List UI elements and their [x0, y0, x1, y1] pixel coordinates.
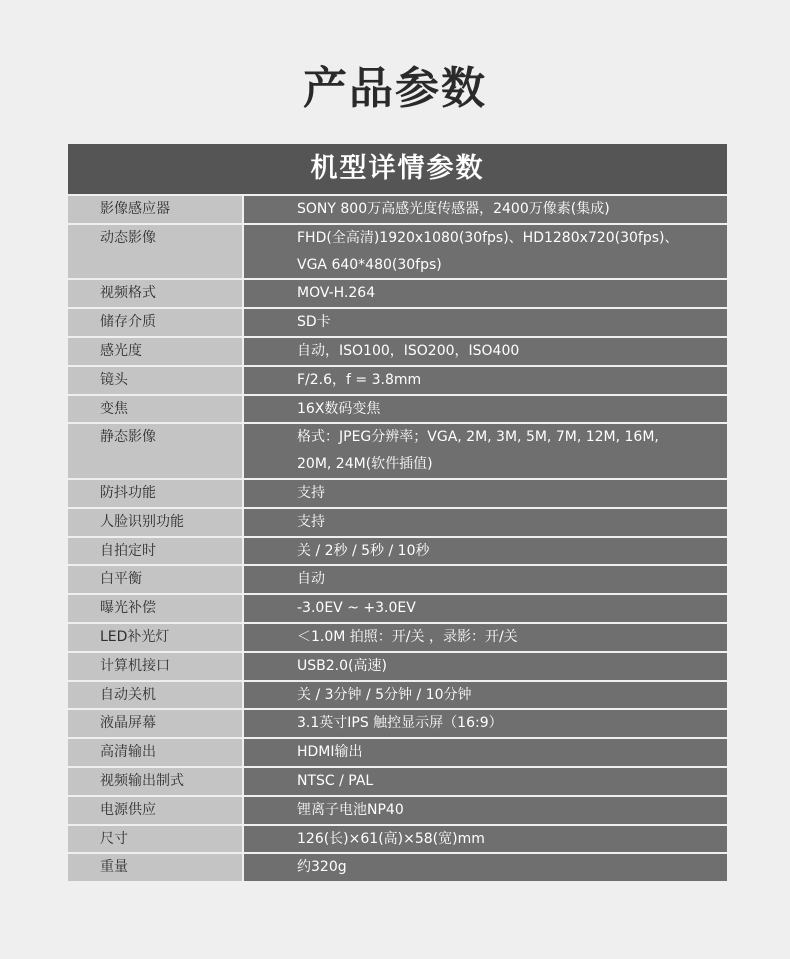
- spec-value-line: 锂离子电池NP40: [297, 801, 404, 818]
- spec-label-text: 自拍定时: [100, 542, 156, 559]
- spec-value-line: 16X数码变焦: [297, 400, 381, 417]
- spec-row: [68, 854, 727, 881]
- spec-value-line: MOV-H.264: [297, 285, 376, 302]
- spec-value-line: 自动，ISO100，ISO200，ISO400: [297, 342, 520, 359]
- spec-label-text: 感光度: [100, 342, 142, 359]
- spec-label-text: 高清输出: [100, 744, 156, 761]
- spec-label-text: LED补光灯: [100, 628, 170, 645]
- spec-label: [68, 480, 242, 507]
- spec-row: [68, 367, 727, 394]
- spec-rows: [68, 196, 727, 881]
- spec-label: [68, 595, 242, 622]
- spec-label: [68, 338, 242, 365]
- spec-label: [68, 710, 242, 737]
- spec-label-text: 电源供应: [100, 801, 156, 818]
- spec-label-text: 尺寸: [100, 830, 128, 847]
- spec-value: [244, 624, 727, 651]
- spec-value: [244, 826, 727, 853]
- spec-value-line: SONY 800万高感光度传感器，2400万像素(集成): [297, 201, 610, 217]
- spec-label-text: 人脸识别功能: [100, 513, 184, 530]
- spec-row: [68, 538, 727, 565]
- table-header: 机型详情参数: [68, 144, 727, 194]
- spec-label-text: 自动关机: [100, 686, 156, 703]
- spec-value-line: 支持: [297, 484, 325, 501]
- spec-value: [244, 338, 727, 365]
- spec-value-line: SD卡: [297, 314, 331, 331]
- spec-value: [244, 682, 727, 709]
- spec-label: [68, 509, 242, 536]
- spec-row: [68, 509, 727, 536]
- spec-value: [244, 396, 727, 423]
- spec-label: [68, 682, 242, 709]
- spec-value: [244, 225, 727, 279]
- spec-row: [68, 309, 727, 336]
- spec-label: [68, 424, 242, 478]
- spec-value: [244, 196, 727, 223]
- spec-row: [68, 338, 727, 365]
- spec-value: [244, 309, 727, 336]
- spec-label: [68, 309, 242, 336]
- spec-value: [244, 424, 727, 478]
- spec-value-line: USB2.0(高速): [297, 657, 387, 674]
- spec-row: [68, 196, 727, 223]
- spec-value-line: -3.0EV ~ +3.0EV: [297, 600, 416, 617]
- spec-value: [244, 653, 727, 680]
- spec-value-line: 关 / 3分钟 / 5分钟 / 10分钟: [297, 686, 472, 703]
- spec-value: [244, 768, 727, 795]
- spec-label-text: 变焦: [100, 400, 128, 417]
- spec-label-text: 视频格式: [100, 285, 156, 302]
- spec-value: [244, 854, 727, 881]
- spec-label-text: 计算机接口: [100, 657, 170, 674]
- spec-value-line: NTSC / PAL: [297, 772, 374, 789]
- spec-row: [68, 826, 727, 853]
- spec-value-line: FHD(全高清)1920x1080(30fps)、HD1280x720(30fps)、: [297, 229, 679, 246]
- spec-label: [68, 739, 242, 766]
- spec-label: [68, 280, 242, 307]
- spec-label: [68, 826, 242, 853]
- spec-label-text: 影像感应器: [100, 201, 170, 217]
- spec-label: [68, 797, 242, 824]
- spec-label: [68, 566, 242, 593]
- spec-table: [68, 144, 727, 881]
- page-title: 产品参数: [303, 63, 487, 114]
- spec-row: [68, 280, 727, 307]
- spec-value: [244, 538, 727, 565]
- spec-label: [68, 538, 242, 565]
- spec-row: [68, 480, 727, 507]
- spec-value-line: F/2.6，f = 3.8mm: [297, 371, 422, 388]
- spec-value-line: HDMI输出: [297, 744, 363, 761]
- spec-value: [244, 480, 727, 507]
- spec-label: [68, 653, 242, 680]
- spec-label-text: 静态影像: [100, 429, 156, 446]
- spec-value: [244, 739, 727, 766]
- spec-label-text: 动态影像: [100, 229, 156, 246]
- spec-label-text: 白平衡: [100, 571, 142, 588]
- spec-value-line: VGA 640*480(30fps): [297, 256, 442, 273]
- spec-value-line: 支持: [297, 513, 325, 530]
- spec-value: [244, 367, 727, 394]
- spec-value-line: 关 / 2秒 / 5秒 / 10秒: [297, 542, 430, 559]
- spec-label: [68, 768, 242, 795]
- spec-label-text: 储存介质: [100, 314, 156, 331]
- spec-value-line: 格式：JPEG分辨率；VGA, 2M, 3M, 5M, 7M, 12M, 16M,: [297, 429, 659, 446]
- spec-value-line: 3.1英寸IPS 触控显示屏（16:9）: [297, 715, 503, 732]
- spec-row: [68, 566, 727, 593]
- spec-value: [244, 710, 727, 737]
- spec-row: [68, 225, 727, 279]
- spec-label-text: 液晶屏幕: [100, 715, 156, 732]
- spec-row: [68, 797, 727, 824]
- spec-label: [68, 196, 242, 223]
- spec-value-line: 约320g: [297, 859, 347, 876]
- spec-row: [68, 739, 727, 766]
- spec-value: [244, 566, 727, 593]
- spec-row: [68, 768, 727, 795]
- spec-row: [68, 710, 727, 737]
- spec-label: [68, 367, 242, 394]
- spec-label: [68, 396, 242, 423]
- spec-label-text: 曝光补偿: [100, 600, 156, 617]
- spec-label: [68, 225, 242, 279]
- spec-value: [244, 595, 727, 622]
- spec-label: [68, 854, 242, 881]
- spec-value: [244, 280, 727, 307]
- spec-row: [68, 682, 727, 709]
- spec-row: [68, 424, 727, 478]
- spec-value-line: 126(长)×61(高)×58(宽)mm: [297, 830, 485, 847]
- spec-value-line: 自动: [297, 571, 325, 588]
- spec-value-line: ＜1.0M 拍照：开/关 ，录影：开/关: [297, 628, 518, 645]
- spec-value: [244, 797, 727, 824]
- spec-row: [68, 595, 727, 622]
- spec-row: [68, 653, 727, 680]
- spec-row: [68, 624, 727, 651]
- spec-label-text: 重量: [100, 859, 128, 876]
- spec-label-text: 镜头: [100, 371, 128, 388]
- spec-value-line: 20M, 24M(软件插值): [297, 456, 433, 473]
- spec-label-text: 防抖功能: [100, 484, 156, 501]
- spec-label-text: 视频输出制式: [100, 772, 184, 789]
- spec-value: [244, 509, 727, 536]
- spec-label: [68, 624, 242, 651]
- spec-row: [68, 396, 727, 423]
